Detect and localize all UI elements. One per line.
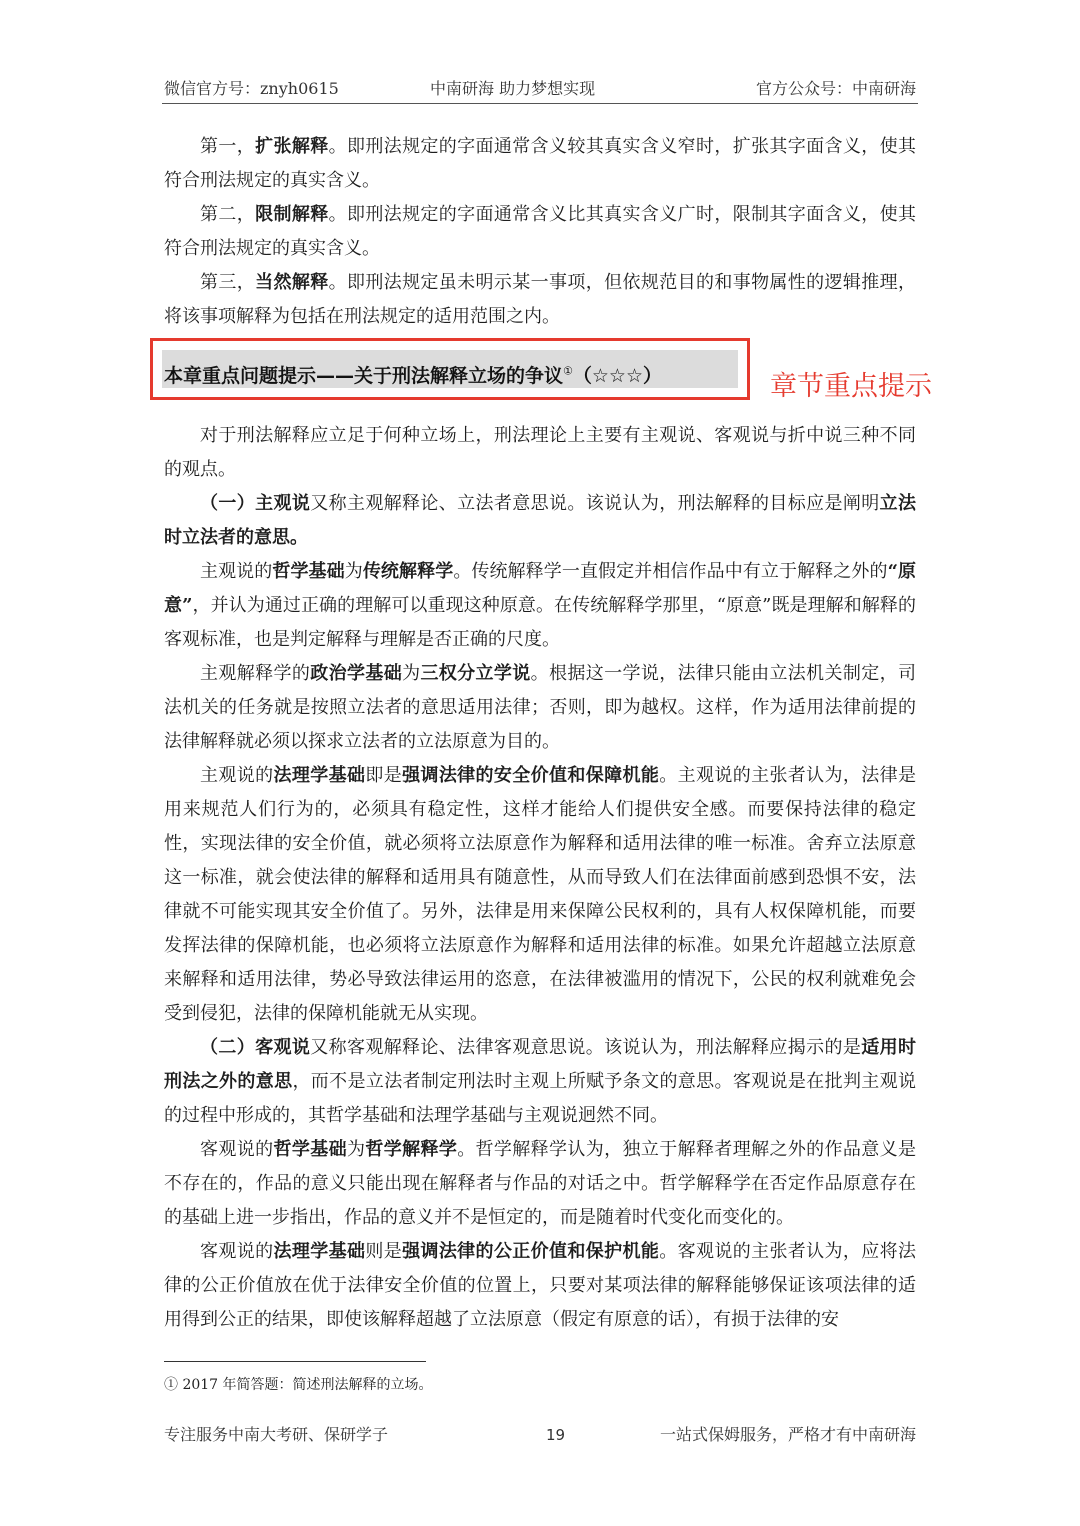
footnote-text: ① 2017 年简答题：简述刑法解释的立场。 bbox=[164, 1377, 433, 1393]
footer-left-text: 专注服务中南大考研、保研学子 bbox=[164, 1425, 389, 1444]
paragraph-subjective-theory: （一）主观说又称主观解释论、立法者意思说。该说认为，刑法解释的目标应是阐明立法时立法者的意思。 bbox=[164, 493, 917, 548]
paragraph-subjective-philosophy: 主观说的哲学基础为传统解释学。传统解释学一直假定并相信作品中有立于解释之外的“原意”，并认为通过正确的理解可以重现这种原意。在传统解释学那里，“原意”既是理解和解释的客观标准，也是判定解释与理解是否正确的尺度。 bbox=[164, 561, 917, 650]
header-center-text: 中南研海 助力梦想实现 bbox=[430, 79, 596, 98]
term-restrictive: 限制解释 bbox=[255, 204, 329, 225]
interpretation-stance-section bbox=[164, 419, 916, 1337]
footnote-marker: ① bbox=[563, 364, 573, 378]
star-rating: （☆☆☆） bbox=[572, 365, 662, 387]
term-expansive: 扩张解释 bbox=[255, 136, 329, 157]
paragraph-restrictive-interpretation: 第二，限制解释。即刑法规定的字面通常含义比其真实含义广时，限制其字面含义，使其符合刑法规定的真实含义。 bbox=[164, 204, 917, 259]
header-divider bbox=[162, 103, 918, 104]
paragraph-objective-theory: （二）客观说又称客观解释论、法律客观意思说。该说认为，刑法解释应揭示的是适用时刑法之外的意思，而不是立法者制定刑法时主观上所赋予条文的意思。客观说是在批判主观说的过程中形成的，其哲学基础和法理学基础与主观说迥然不同。 bbox=[164, 1037, 917, 1126]
footnote-divider bbox=[164, 1361, 426, 1362]
paragraph-subjective-jurisprudence: 主观说的法理学基础即是强调法律的安全价值和保障机能。主观说的主张者认为，法律是用来规范人们行为的，必须具有稳定性，这样才能给人们提供安全感。而要保持法律的稳定性，实现法律的安全价值，就必须将立法原意作为解释和适用法律的唯一标准。舍弃立法原意这一标准，就会使法律的解释和适用具有随意性，从而导致人们在法律面前感到恐惧不安，法律就不可能实现其安全价值了。另外，法律是用来保障公民权利的，具有人权保障机能，而要发挥法律的保障机能，也必须将立法原意作为解释和适用法律的标准。如果允许超越立法原意来解释和适用法律，势必导致法律运用的恣意，在法律被滥用的情况下，公民的权利就难免会受到侵犯，法律的保障机能就无从实现。 bbox=[164, 765, 917, 1024]
paragraph-objective-philosophy: 客观说的哲学基础为哲学解释学。哲学解释学认为，独立于解释者理解之外的作品意义是不存在的，作品的意义只能出现在解释者与作品的对话之中。哲学解释学在否定作品原意存在的基础上进一步指出，作品的意义并不是恒定的，而是随着时代变化而变化的。 bbox=[164, 1139, 917, 1228]
paragraph-intro: 对于刑法解释应立足于何种立场上，刑法理论上主要有主观说、客观说与折中说三种不同的观点。 bbox=[164, 425, 916, 480]
key-topic-heading: 本章重点问题提示——关于刑法解释立场的争议①（☆☆☆） bbox=[164, 364, 662, 387]
footer-right-text: 一站式保姆服务，严格才有中南研海 bbox=[659, 1425, 916, 1444]
term-natural: 当然解释 bbox=[255, 272, 329, 293]
paragraph-natural-interpretation: 第三，当然解释。即刑法规定虽未明示某一事项，但依规范目的和事物属性的逻辑推理，将该事项解释为包括在刑法规定的适用范围之内。 bbox=[164, 272, 917, 327]
paragraph-expansive-interpretation: 第一，扩张解释。即刑法规定的字面通常含义较其真实含义窄时，扩张其字面含义，使其符合刑法规定的真实含义。 bbox=[164, 136, 917, 191]
header-right-text: 官方公众号：中南研海 bbox=[755, 79, 916, 98]
interpretation-methods-section bbox=[164, 130, 916, 334]
paragraph-subjective-politics: 主观解释学的政治学基础为三权分立学说。根据这一学说，法律只能由立法机关制定，司法机关的任务就是按照立法者的意思适用法律；否则，即为越权。这样，作为适用法律前提的法律解释就必须以探求立法者的立法原意为目的。 bbox=[164, 663, 917, 752]
page-number: 19 bbox=[546, 1426, 566, 1444]
header-left-text: 微信官方号：znyh0615 bbox=[164, 79, 339, 98]
paragraph-objective-jurisprudence: 客观说的法理学基础则是强调法律的公正价值和保护机能。客观说的主张者认为，应将法律的公正价值放在优于法律安全价值的位置上，只要对某项法律的解释能够保证该项法律的适用得到公正的结果，即使该解释超越了立法原意（假定有原意的话），有损于法律的安 bbox=[164, 1241, 917, 1330]
chapter-key-point-annotation: 章节重点提示 bbox=[770, 371, 932, 402]
